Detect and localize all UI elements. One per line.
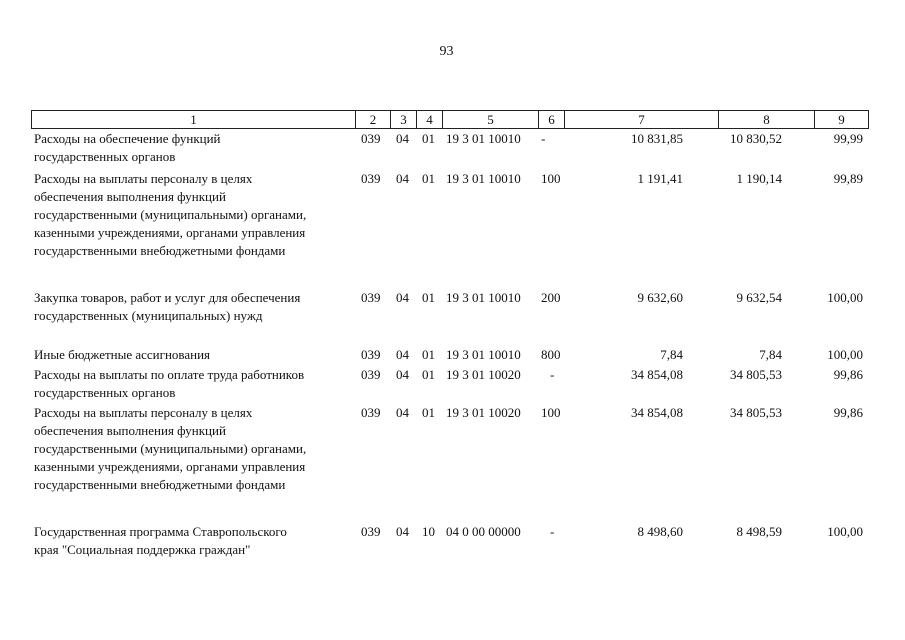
cell-col5: 04 0 00 00000: [446, 524, 521, 539]
cell-col2: 039: [361, 367, 381, 382]
cell-col3: 04: [396, 290, 409, 305]
cell-col9: 99,86: [833, 405, 863, 420]
cell-col5: 19 3 01 10010: [446, 131, 521, 146]
cell-col8: 34 805,53: [730, 367, 782, 382]
row-name: [34, 130, 364, 166]
row-name-line: государственных (муниципальных) нужд: [34, 308, 263, 323]
cell-col7: 8 498,60: [637, 524, 683, 539]
cell-col4: 01: [422, 131, 435, 146]
row-name-line: края "Социальная поддержка граждан": [34, 542, 251, 557]
cell-col3: 04: [396, 405, 409, 420]
header-cell-3: 3: [390, 111, 416, 128]
row-name-line: обеспечения выполнения функций: [34, 189, 226, 204]
cell-col4: 01: [422, 171, 435, 186]
cell-col9: 99,99: [833, 131, 863, 146]
row-name-line: Расходы на выплаты по оплате труда работников: [34, 367, 305, 382]
header-cell-1: 1: [31, 111, 355, 128]
cell-col8: 8 498,59: [736, 524, 782, 539]
cell-col9: 99,89: [833, 171, 863, 186]
row-name: [34, 289, 364, 325]
cell-col3: 04: [396, 347, 409, 362]
row-name-line: Расходы на выплаты персоналу в целях: [34, 405, 253, 420]
row-name-line: государственными (муниципальными) органами,: [34, 207, 307, 222]
cell-col3: 04: [396, 524, 409, 539]
cell-col8: 10 830,52: [730, 131, 782, 146]
cell-col9: 99,86: [833, 367, 863, 382]
cell-col3: 04: [396, 131, 409, 146]
row-name-line: Закупка товаров, работ и услуг для обеспечения: [34, 290, 301, 305]
row-name-line: казенными учреждениями, органами управления: [34, 225, 306, 240]
cell-col5: 19 3 01 10010: [446, 347, 521, 362]
cell-col5: 19 3 01 10020: [446, 367, 521, 382]
cell-col2: 039: [361, 131, 381, 146]
cell-col6: 800: [541, 347, 561, 362]
cell-col2: 039: [361, 290, 381, 305]
row-name-line: Расходы на выплаты персоналу в целях: [34, 171, 253, 186]
cell-col8: 34 805,53: [730, 405, 782, 420]
cell-col4: 10: [422, 524, 435, 539]
header-cell-9: 9: [814, 111, 869, 128]
page-number: 93: [439, 44, 454, 59]
cell-col6: -: [550, 524, 555, 539]
cell-col7: 9 632,60: [637, 290, 683, 305]
row-name-line: Государственная программа Ставропольского: [34, 524, 287, 539]
row-name: [34, 523, 364, 559]
header-cell-2: 2: [355, 111, 390, 128]
header-cell-5: 5: [442, 111, 538, 128]
cell-col2: 039: [361, 171, 381, 186]
row-name-line: Расходы на обеспечение функций: [34, 131, 221, 146]
row-name-line: государственными внебюджетными фондами: [34, 477, 286, 492]
table-header-row: [31, 110, 869, 129]
cell-col2: 039: [361, 405, 381, 420]
row-name-line: государственных органов: [34, 149, 176, 164]
cell-col7: 10 831,85: [631, 131, 683, 146]
cell-col6: -: [550, 367, 555, 382]
cell-col5: 19 3 01 10010: [446, 171, 521, 186]
cell-col6: 200: [541, 290, 561, 305]
cell-col9: 100,00: [827, 524, 863, 539]
cell-col2: 039: [361, 524, 381, 539]
cell-col4: 01: [422, 347, 435, 362]
cell-col7: 34 854,08: [631, 367, 683, 382]
cell-col5: 19 3 01 10020: [446, 405, 521, 420]
header-cell-8: 8: [718, 111, 814, 128]
cell-col8: 1 190,14: [736, 171, 782, 186]
row-name-line: государственными (муниципальными) органами,: [34, 441, 307, 456]
cell-col6: 100: [541, 405, 561, 420]
cell-col7: 7,84: [660, 347, 683, 362]
row-name: [34, 404, 364, 494]
cell-col3: 04: [396, 367, 409, 382]
row-name: [34, 346, 364, 364]
row-name: [34, 366, 364, 402]
cell-col4: 01: [422, 367, 435, 382]
cell-col7: 1 191,41: [637, 171, 683, 186]
cell-col9: 100,00: [827, 290, 863, 305]
row-name-line: государственных органов: [34, 385, 176, 400]
cell-col8: 7,84: [759, 347, 782, 362]
row-name-line: казенными учреждениями, органами управления: [34, 459, 306, 474]
row-name-line: обеспечения выполнения функций: [34, 423, 226, 438]
cell-col4: 01: [422, 405, 435, 420]
cell-col8: 9 632,54: [736, 290, 782, 305]
cell-col2: 039: [361, 347, 381, 362]
cell-col3: 04: [396, 171, 409, 186]
cell-col6: 100: [541, 171, 561, 186]
row-name-line: государственными внебюджетными фондами: [34, 243, 286, 258]
header-cell-4: 4: [416, 111, 442, 128]
cell-col6: -: [541, 131, 546, 146]
row-name-line: Иные бюджетные ассигнования: [34, 347, 211, 362]
row-name: [34, 170, 364, 260]
cell-col5: 19 3 01 10010: [446, 290, 521, 305]
header-cell-6: 6: [538, 111, 564, 128]
cell-col7: 34 854,08: [631, 405, 683, 420]
header-cell-7: 7: [564, 111, 718, 128]
cell-col4: 01: [422, 290, 435, 305]
cell-col9: 100,00: [827, 347, 863, 362]
